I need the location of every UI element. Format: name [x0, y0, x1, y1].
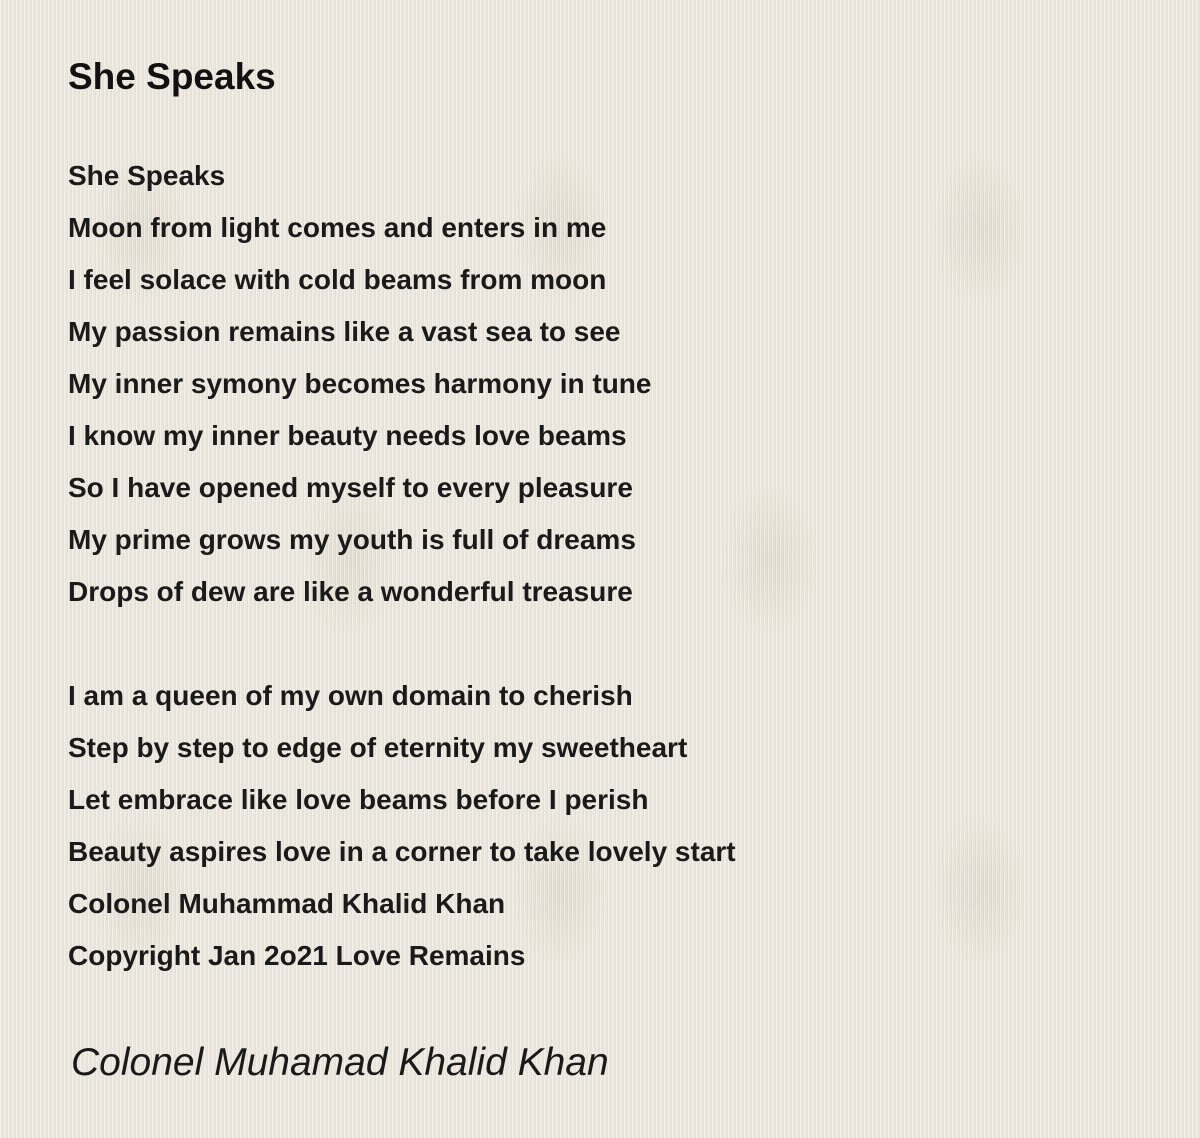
poem-body	[68, 150, 1148, 982]
poem-line: I am a queen of my own domain to cherish	[68, 680, 633, 711]
poem-line: Let embrace like love beams before I perish	[68, 784, 649, 815]
stanza-break	[68, 618, 1148, 670]
poem-line: Beauty aspires love in a corner to take lovely start	[68, 836, 736, 867]
poem-line: Colonel Muhammad Khalid Khan	[68, 888, 506, 919]
poem-line: I know my inner beauty needs love beams	[68, 420, 627, 451]
stanza-2	[68, 670, 1148, 982]
poem-line: I feel solace with cold beams from moon	[68, 264, 607, 295]
poem-line: Moon from light comes and enters in me	[68, 212, 607, 243]
poem-line: Copyright Jan 2o21 Love Remains	[68, 940, 526, 971]
poem-line: My prime grows my youth is full of dreams	[68, 524, 636, 555]
poem-title: She Speaks	[68, 56, 276, 97]
poem-line: My passion remains like a vast sea to see	[68, 316, 621, 347]
author-signature: Colonel Muhamad Khalid Khan	[71, 1041, 609, 1084]
poem-line: Drops of dew are like a wonderful treasure	[68, 576, 633, 607]
poem-line: She Speaks	[68, 160, 226, 191]
stanza-1	[68, 150, 1148, 618]
poem-line: My inner symony becomes harmony in tune	[68, 368, 652, 399]
poem-line: So I have opened myself to every pleasure	[68, 472, 633, 503]
poem-line: Step by step to edge of eternity my sweetheart	[68, 732, 688, 763]
